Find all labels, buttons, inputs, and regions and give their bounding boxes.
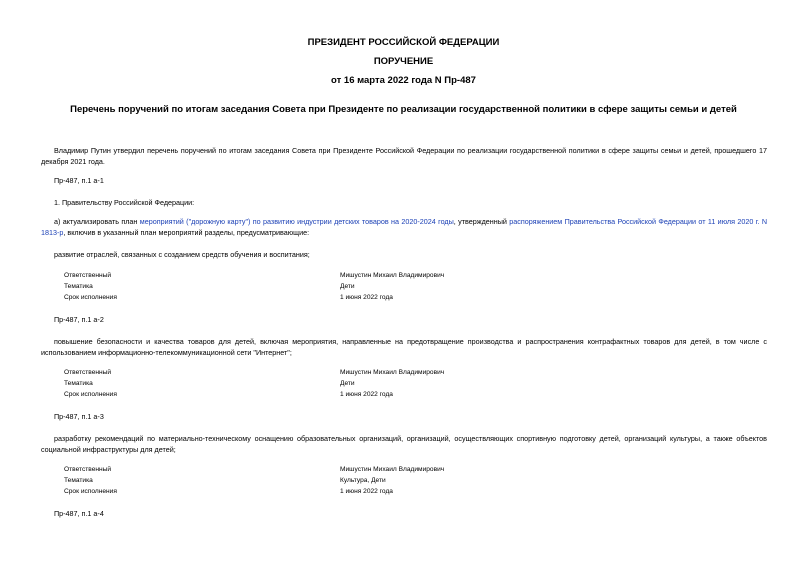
subitem-1: развитие отраслей, связанных с созданием средств обучения и воспитания; xyxy=(54,250,310,259)
label-responsible: Ответственный xyxy=(64,466,112,473)
document-title: Перечень поручений по итогам заседания Совета при Президенте по реализации государственной политики в сфере защиты семьи и детей xyxy=(70,104,737,115)
label-topic: Тематика xyxy=(64,477,93,484)
value-deadline: 1 июня 2022 года xyxy=(340,488,393,495)
item-a-prefix: а) актуализировать план xyxy=(54,217,140,226)
label-deadline: Срок исполнения xyxy=(64,294,117,301)
value-responsible: Мишустин Михаил Владимирович xyxy=(340,272,445,279)
roadmap-link[interactable]: мероприятий ("дорожную карту") по развитию индустрии детских товаров на 2020-2024 годы xyxy=(139,217,454,226)
value-responsible: Мишустин Михаил Владимирович xyxy=(340,466,445,473)
value-topic: Культура, Дети xyxy=(340,477,386,484)
header-president: ПРЕЗИДЕНТ РОССИЙСКОЙ ФЕДЕРАЦИИ xyxy=(307,37,500,48)
value-deadline: 1 июня 2022 года xyxy=(340,391,393,398)
label-deadline: Срок исполнения xyxy=(64,488,117,495)
government-heading: 1. Правительству Российской Федерации: xyxy=(54,198,195,207)
item-a-paragraph xyxy=(41,216,767,238)
subitem-3: разработку рекомендаций по материально-техническому оснащению образовательных организаций, организаций, осуществляющих спортивную подготовку детей, организаций культуры, а также объектов социальной инфраструктуры для детей; xyxy=(41,434,767,454)
item-code-2: Пр-487, п.1 а-2 xyxy=(54,315,104,324)
label-topic: Тематика xyxy=(64,283,93,290)
subitem-2: повышение безопасности и качества товаров для детей, включая мероприятия, направленные на предотвращение производства и распространения контрафактных товаров для детей, в том числе с использованием информационно-телекоммуникационной сети "Интернет"; xyxy=(41,337,767,357)
label-topic: Тематика xyxy=(64,380,93,387)
header-date-number: от 16 марта 2022 года N Пр-487 xyxy=(331,75,476,86)
value-topic: Дети xyxy=(340,380,355,387)
item-code-1: Пр-487, п.1 а-1 xyxy=(54,176,104,185)
value-deadline: 1 июня 2022 года xyxy=(340,294,393,301)
decree-link[interactable]: распоряжением Правительства Российской Федерации от 11 июля 2020 г. N 1813-р xyxy=(41,217,768,237)
intro-paragraph: Владимир Путин утвердил перечень поручений по итогам заседания Совета при Президенте Российской Федерации по реализации государственной политики в сфере защиты семьи и детей, прошедшего 17 декабря 2021 года. xyxy=(41,146,767,166)
label-responsible: Ответственный xyxy=(64,272,112,279)
header-doc-type: ПОРУЧЕНИЕ xyxy=(373,56,434,67)
item-code-3: Пр-487, п.1 а-3 xyxy=(54,412,104,421)
label-responsible: Ответственный xyxy=(64,369,112,376)
label-deadline: Срок исполнения xyxy=(64,391,117,398)
item-a-suffix: , включив в указанный план мероприятий разделы, предусматривающие: xyxy=(63,228,310,237)
item-code-4: Пр-487, п.1 а-4 xyxy=(54,509,104,518)
value-topic: Дети xyxy=(340,283,355,290)
item-a-middle: , утвержденный xyxy=(453,217,510,226)
value-responsible: Мишустин Михаил Владимирович xyxy=(340,369,445,376)
